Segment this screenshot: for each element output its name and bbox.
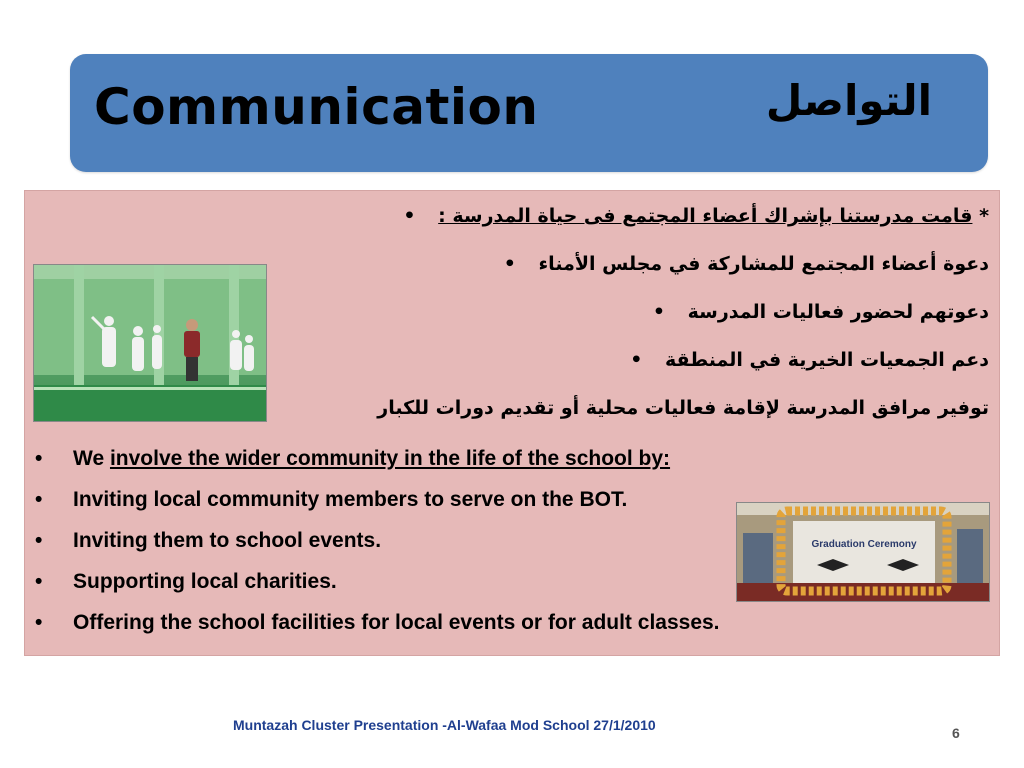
bullet-icon: • <box>630 349 643 371</box>
footer-text: Muntazah Cluster Presentation -Al-Wafaa Mod School 27/1/2010 <box>233 717 656 733</box>
list-item: • Inviting them to school events. <box>35 529 382 552</box>
arabic-intro-text: قامت مدرستنا بإشراك أعضاء المجتمع فى حياة المدرسة : <box>438 205 973 227</box>
sports-hall-photo <box>33 264 267 422</box>
bullet-icon: • <box>403 205 416 227</box>
arabic-item: دعوتهم لحضور فعاليات المدرسة • <box>652 301 989 323</box>
english-intro-underlined: involve the wider community in the life of the school by: <box>109 447 671 470</box>
list-item: • Supporting local charities. <box>35 570 337 593</box>
bullet-icon: • <box>35 570 43 593</box>
graduation-stage-illustration <box>737 503 989 601</box>
arabic-intro-prefix: * <box>979 205 989 227</box>
english-intro: • We involve the wider community in the life of the school by: <box>35 447 671 470</box>
bullet-icon: • <box>35 488 43 511</box>
banner-title: Graduation Ceremony <box>811 539 917 550</box>
bullet-icon: • <box>652 301 665 323</box>
arabic-intro <box>403 205 989 227</box>
arabic-item: توفير مرافق المدرسة لإقامة فعاليات محلية أو تقديم دورات للكبار <box>377 397 989 419</box>
content-panel <box>24 190 1000 656</box>
title-banner <box>70 54 988 172</box>
sports-hall-illustration <box>34 265 266 421</box>
page-number: 6 <box>952 725 960 741</box>
bullet-icon: • <box>35 529 43 552</box>
bullet-icon: • <box>35 611 43 634</box>
bullet-icon: • <box>503 253 516 275</box>
title-english: Communication <box>94 78 539 136</box>
arabic-item: دعوة أعضاء المجتمع للمشاركة في مجلس الأمناء • <box>503 253 989 275</box>
bullet-icon: • <box>35 447 43 470</box>
title-arabic: التواصل <box>765 76 932 125</box>
list-item: • Inviting local community members to serve on the BOT. <box>35 488 628 511</box>
list-item: • Offering the school facilities for local events or for adult classes. <box>35 611 720 634</box>
graduation-ceremony-photo <box>736 502 990 602</box>
arabic-item: دعم الجمعيات الخيرية في المنطقة • <box>630 349 989 371</box>
